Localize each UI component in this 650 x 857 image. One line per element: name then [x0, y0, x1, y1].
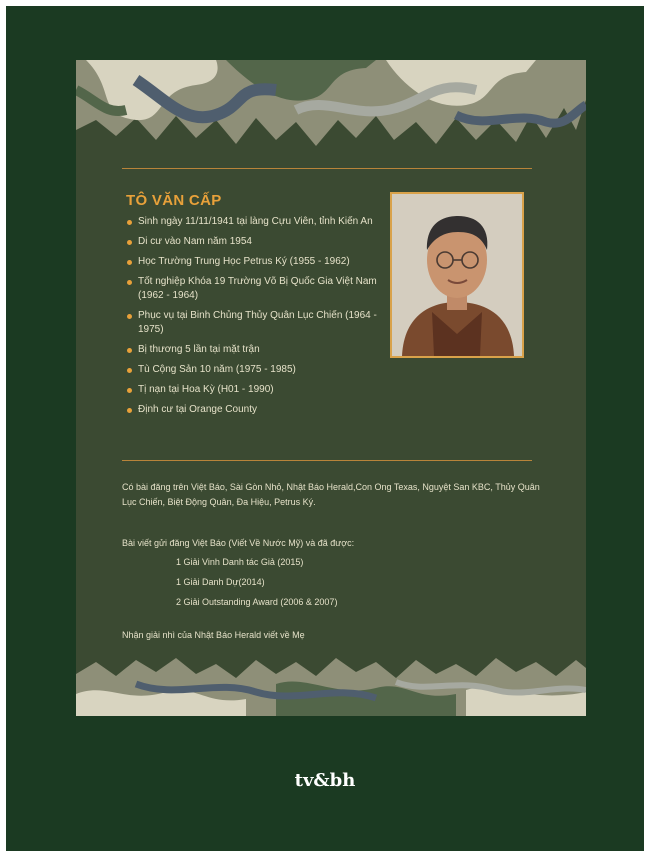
award-item: 1 Giải Vinh Danh tác Giả (2015): [176, 557, 304, 567]
top-divider: [122, 168, 532, 169]
person-name: TÔ VĂN CẤP: [126, 192, 222, 209]
bio-item: Học Trường Trung Học Petrus Ký (1955 - 1962): [126, 255, 396, 269]
middle-divider: [122, 460, 532, 461]
bio-item: Tốt nghiệp Khóa 19 Trường Võ Bị Quốc Gia Việt Nam (1962 - 1964): [126, 275, 396, 303]
camo-banner-bottom: [76, 654, 586, 716]
award-item: 2 Giải Outstanding Award (2006 & 2007): [176, 597, 338, 607]
bio-item: Tù Cộng Sản 10 năm (1975 - 1985): [126, 363, 396, 377]
bio-item: Sinh ngày 11/11/1941 tại làng Cựu Viên, tỉnh Kiến An: [126, 215, 396, 229]
camo-banner-top: [76, 60, 586, 160]
award-item: 1 Giải Danh Dự(2014): [176, 577, 265, 587]
publications-text: Có bài đăng trên Việt Báo, Sài Gòn Nhỏ, Nhật Báo Herald,Con Ong Texas, Nguyệt San KBC, Thủy Quân Lục Chiến, Biệt Động Quân, Đa Hiệu, Petrus Ký.: [122, 482, 540, 507]
bio-list: [126, 215, 396, 423]
bio-item: Phục vụ tại Binh Chủng Thủy Quân Lục Chiến (1964 - 1975): [126, 309, 396, 337]
portrait-illustration: [392, 194, 522, 356]
bio-item: Tị nạn tại Hoa Kỳ (H01 - 1990): [126, 383, 396, 397]
awards-intro: Bài viết gửi đăng Việt Báo (Viết Về Nước Mỹ) và đã được:: [122, 538, 355, 548]
outer-frame: [6, 6, 644, 851]
bio-item: Bị thương 5 lần tại mặt trận: [126, 343, 396, 357]
bio-item: Di cư vào Nam năm 1954: [126, 235, 396, 249]
portrait-photo: [390, 192, 524, 358]
footer-signature: tv&bh: [294, 770, 356, 791]
closing-text: Nhận giải nhì của Nhật Báo Herald viết về Mẹ: [122, 630, 305, 640]
profile-page: [76, 60, 586, 716]
bio-item: Định cư tại Orange County: [126, 403, 396, 417]
